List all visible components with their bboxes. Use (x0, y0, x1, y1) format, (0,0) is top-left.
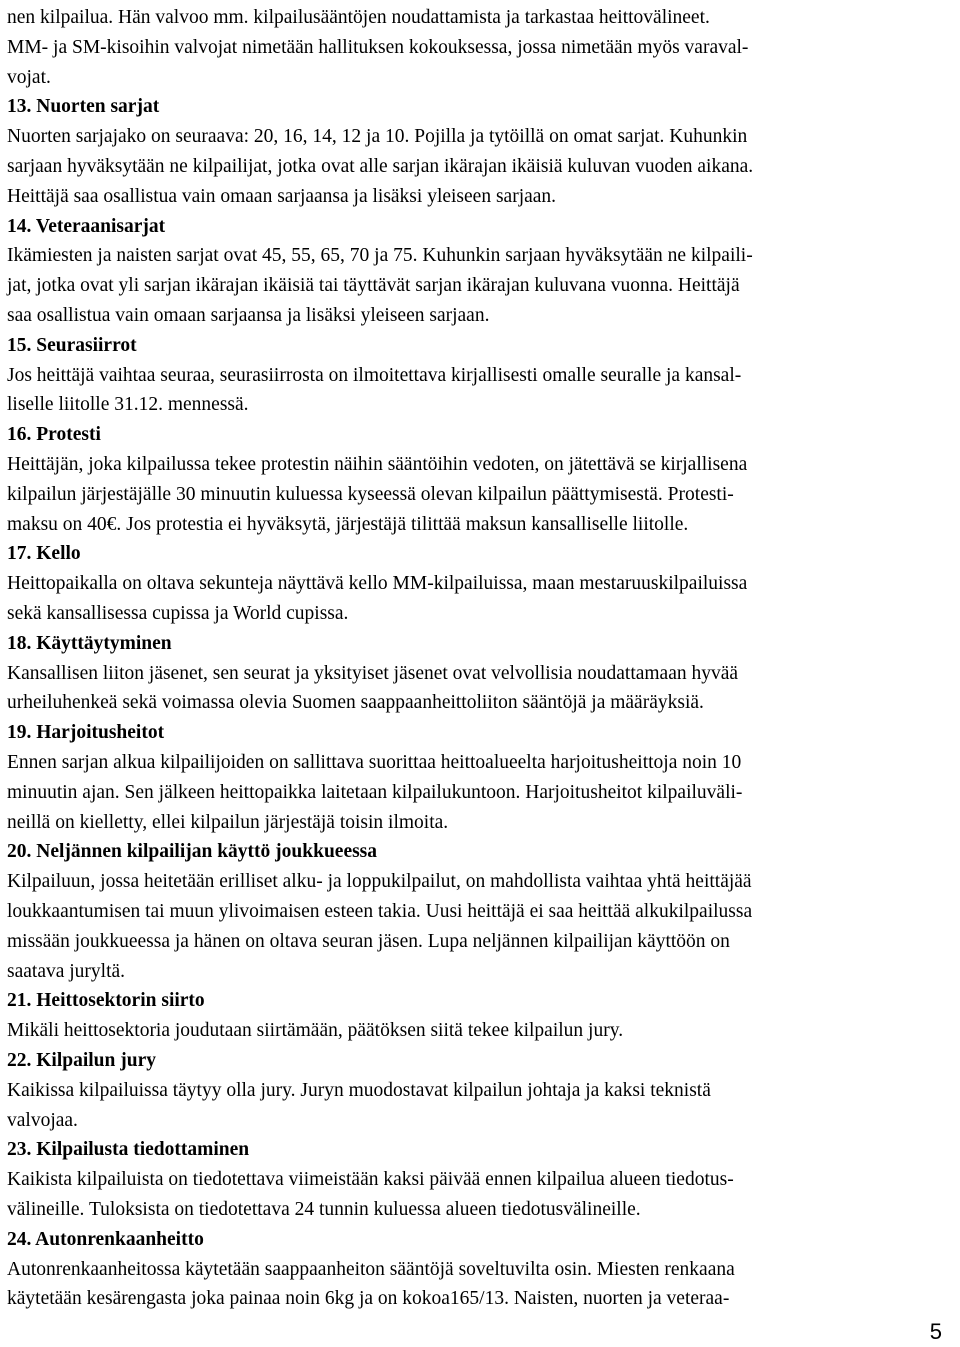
section-heading: 18. Käyttäytyminen (7, 632, 172, 654)
section-heading: 14. Veteraanisarjat (7, 215, 166, 237)
text-line: missään joukkueessa ja hänen on oltava seuran jäsen. Lupa neljännen kilpailijan käyttöön on (7, 930, 730, 952)
text-line: Kansallisen liiton jäsenet, sen seurat ja yksityiset jäsenet ovat velvollisia noudattamaan hyvää (7, 662, 739, 684)
section-heading: 13. Nuorten sarjat (7, 96, 160, 118)
section-heading: 21. Heittosektorin siirto (7, 990, 205, 1012)
section-heading: 24. Autonrenkaanheitto (7, 1228, 204, 1250)
text-line: sekä kansallisessa cupissa ja World cupissa. (7, 603, 349, 624)
text-line: jat, jotka ovat yli sarjan ikärajan ikäisiä tai täyttävät sarjan ikärajan kuluvana vuonna. Heittäjä (7, 275, 740, 297)
text-line: valvojaa. (7, 1109, 78, 1131)
section-heading: 16. Protesti (7, 424, 101, 446)
text-line: Kilpailuun, jossa heitetään erilliset alku- ja loppukilpailut, on mahdollista vaihtaa yhtä heittäjää (7, 871, 752, 893)
text-line: loukkaantumisen tai muun ylivoimaisen esteen takia. Uusi heittäjä ei saa heittää alkukilpailussa (7, 901, 753, 922)
text-line: Heittopaikalla on oltava sekunteja näyttävä kello MM-kilpailuissa, maan mestaruuskilpailuissa (7, 573, 748, 595)
text-line: liselle liitolle 31.12. mennessä. (7, 394, 249, 416)
text-line: saa osallistua vain omaan sarjaansa ja lisäksi yleiseen sarjaan. (7, 305, 490, 326)
page-number: 5 (929, 1319, 942, 1344)
text-line: minuutin ajan. Sen jälkeen heittopaikka laitetaan kilpailukuntoon. Harjoitusheitot kilpailuväli- (7, 781, 743, 803)
text-line: MM- ja SM-kisoihin valvojat nimetään hallituksen kokouksessa, jossa nimetään myös varaval- (7, 36, 749, 58)
text-line: Mikäli heittosektoria joudutaan siirtämään, päätöksen siitä tekee kilpailun jury. (7, 1020, 624, 1042)
text-line: kilpailun järjestäjälle 30 minuutin kuluessa kyseessä olevan kilpailun päättymisestä. Protesti- (7, 483, 734, 505)
text-line: maksu on 40€. Jos protestia ei hyväksytä, järjestäjä tilittää maksun kansalliselle liitolle. (7, 513, 689, 535)
text-line: Kaikissa kilpailuissa täytyy olla jury. Juryn muodostavat kilpailun johtaja ja kaksi teknistä (7, 1079, 711, 1101)
section-heading: 15. Seurasiirrot (7, 334, 137, 356)
section-heading: 17. Kello (7, 543, 81, 565)
text-line: sarjaan hyväksytään ne kilpailijat, jotka ovat alle sarjan ikärajan ikäisiä kuluvan vuoden aikana. (7, 156, 754, 177)
section-heading: 22. Kilpailun jury (7, 1050, 156, 1071)
section-heading: 23. Kilpailusta tiedottaminen (7, 1139, 250, 1161)
text-line: välineille. Tuloksista on tiedotettava 24 tunnin kuluessa alueen tiedotusvälineille. (7, 1199, 641, 1220)
text-line: urheiluhenkeä sekä voimassa olevia Suomen saappaanheittoliiton sääntöjä ja määräyksiä. (7, 692, 704, 714)
text-line: saatava juryltä. (7, 960, 126, 982)
text-line: Heittäjän, joka kilpailussa tekee protestin näihin sääntöihin vedoten, on jätettävä se kirjallisena (7, 454, 748, 475)
text-line: Autonrenkaanheitossa käytetään saappaanheiton sääntöjä soveltuvilta osin. Miesten renkaana (7, 1258, 735, 1280)
text-line: Heittäjä saa osallistua vain omaan sarjaansa ja lisäksi yleiseen sarjaan. (7, 185, 557, 207)
section-heading: 19. Harjoitusheitot (7, 722, 165, 744)
text-line: Nuorten sarjajako on seuraava: 20, 16, 14, 12 ja 10. Pojilla ja tytöillä on omat sarjat. Kuhunkin (7, 126, 748, 148)
text-line: Jos heittäjä vaihtaa seuraa, seurasiirrosta on ilmoitettava kirjallisesti omalle seuralle ja kansal- (7, 364, 742, 386)
text-line: Ikämiesten ja naisten sarjat ovat 45, 55, 65, 70 ja 75. Kuhunkin sarjaan hyväksytään ne kilpaili- (7, 245, 753, 267)
text-line: Ennen sarjan alkua kilpailijoiden on sallittava suorittaa heittoalueelta harjoitusheittoja noin 10 (7, 752, 742, 773)
section-heading: 20. Neljännen kilpailijan käyttö joukkueessa (7, 841, 378, 863)
text-line: nen kilpailua. Hän valvoo mm. kilpailusääntöjen noudattamista ja tarkastaa heittovälineet. (7, 7, 710, 28)
text-line: Kaikista kilpailuista on tiedotettava viimeistään kaksi päivää ennen kilpailua alueen tiedotus- (7, 1169, 734, 1191)
text-line: vojat. (7, 66, 51, 88)
text-line: neillä on kielletty, ellei kilpailun järjestäjä toisin ilmoita. (7, 811, 449, 833)
text-line: käytetään kesärengasta joka painaa noin 6kg ja on kokoa165/13. Naisten, nuorten ja veteraa- (7, 1288, 730, 1310)
